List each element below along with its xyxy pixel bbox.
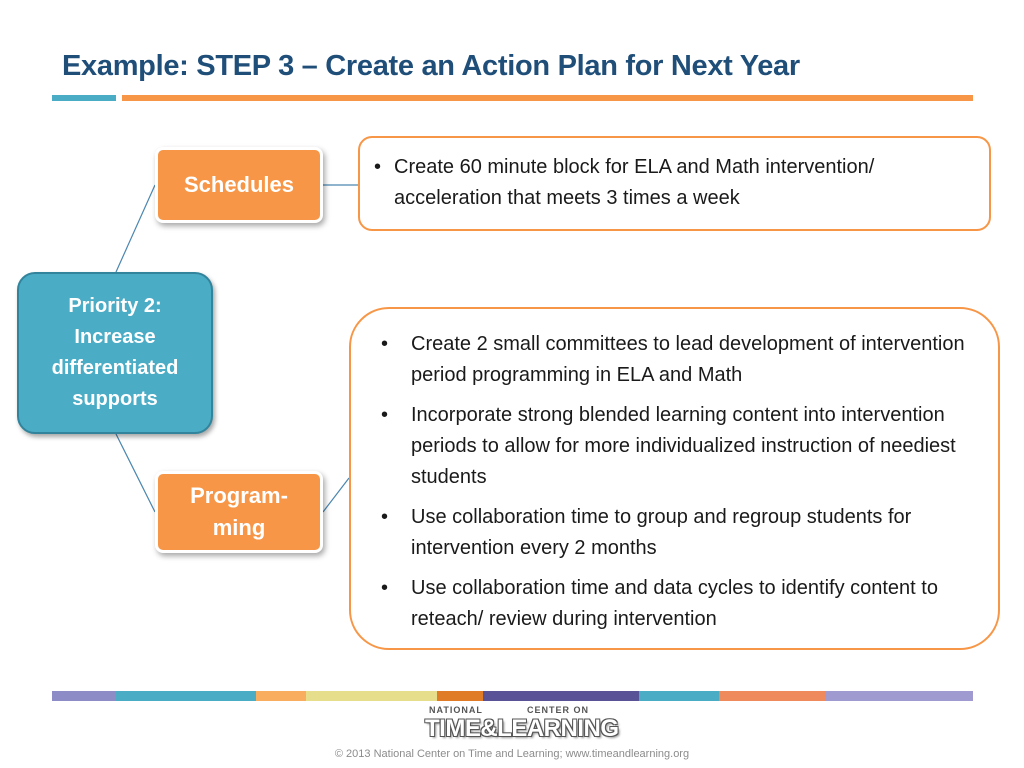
schedules-details-box [358,136,991,231]
list-item [377,329,978,391]
programming-details-box [349,307,1000,650]
list-item [377,400,978,493]
priority-line: Increase [74,326,156,348]
list-item-text: Incorporate strong blended learning content into intervention periods to allow for more individualized instruction of neediest students [411,404,956,488]
stripe-segment [52,691,116,701]
copyright-footer: © 2013 National Center on Time and Learning; www.timeandlearning.org [334,748,690,760]
priority-line: differentiated [51,357,179,379]
bullet: • [381,506,389,528]
stripe-segment [639,691,719,701]
bullet: • [381,404,389,426]
list-item-text: Use collaboration time to group and regroup students for intervention every 2 months [411,506,912,559]
connector-priority-to-programming [116,434,155,512]
stripe-segment [256,691,306,701]
schedules-label: Schedules [183,172,295,197]
connector-priority-to-schedules [116,185,155,272]
list-item [374,152,973,214]
logo-text-national: NATIONAL [429,705,483,715]
list-item-text: Create 2 small committees to lead development of intervention period programming in ELA and Math [411,333,965,386]
list-item-text: Use collaboration time and data cycles to identify content to reteach/ review during intervention [411,577,938,630]
schedules-box [155,147,323,223]
bullet: • [374,156,382,178]
ncdl-logo [423,705,619,747]
slide-title: Example: STEP 3 – Create an Action Plan for Next Year [62,50,800,82]
list-item [377,573,978,635]
stripe-segment [116,691,256,701]
list-item [377,502,978,564]
priority-box [17,272,213,434]
bullet: • [381,333,389,355]
bottom-color-stripe [52,691,973,701]
logo-text-center-on: CENTER ON [527,705,590,715]
priority-line: Priority 2: [68,295,162,317]
list-item-text: Create 60 minute block for ELA and Math intervention/ acceleration that meets 3 times a week [394,156,875,209]
programming-label-line2: ming [212,515,266,540]
stripe-segment [483,691,639,701]
stripe-segment [306,691,437,701]
programming-label-line1: Program- [190,483,288,508]
connector-programming-to-details [323,478,349,512]
stripe-segment [437,691,483,701]
programming-box [155,471,323,553]
stripe-segment [825,691,973,701]
bullet: • [381,577,389,599]
logo-text-main: TIME&LEARNING [425,715,619,742]
stripe-segment [719,691,825,701]
priority-line: supports [72,388,158,410]
